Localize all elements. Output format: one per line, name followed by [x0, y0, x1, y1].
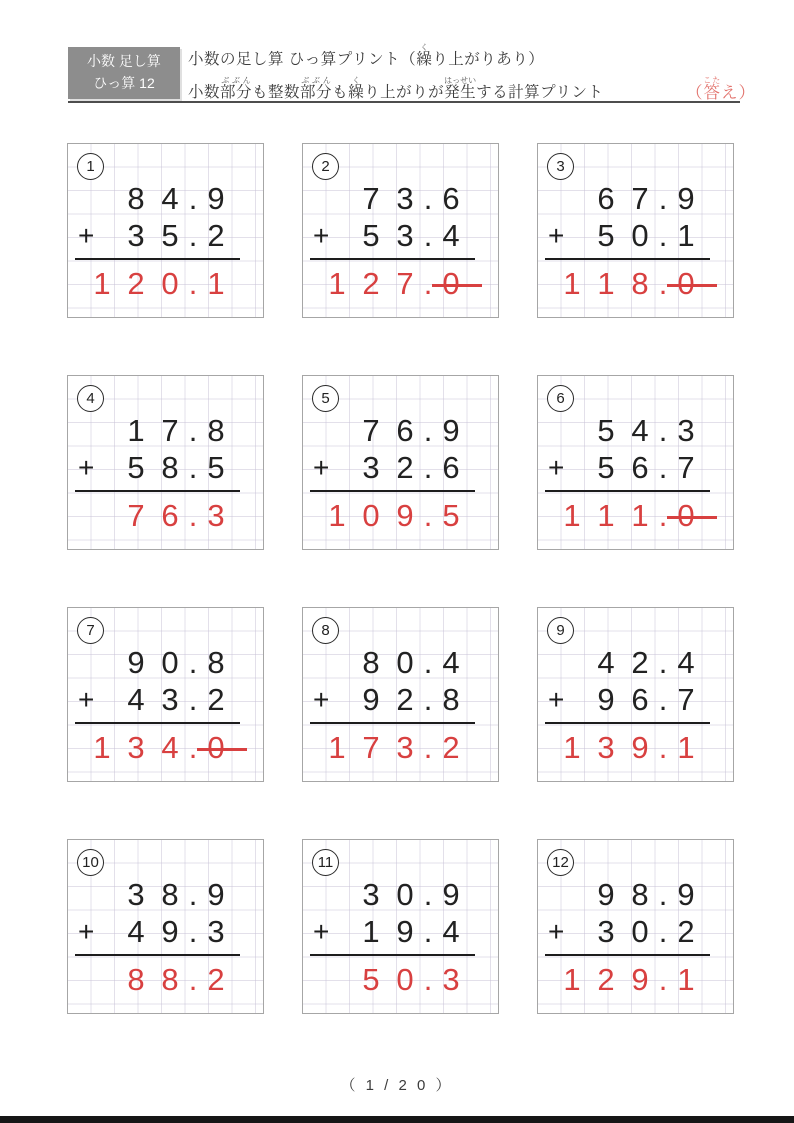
digit: 0: [161, 645, 179, 680]
column-addition-work: [313, 180, 468, 301]
problem-number-badge: 2: [312, 153, 339, 180]
decimal-point: .: [658, 877, 668, 912]
decimal-point: .: [423, 730, 433, 765]
decimal-point: .: [423, 914, 433, 949]
column-addition-work: [78, 412, 233, 533]
plus-icon: +: [548, 916, 565, 947]
digit: 5: [207, 450, 225, 485]
digit: 6: [442, 181, 460, 216]
page-indicator: （ 1 / 2 0 ）: [340, 1077, 454, 1094]
problem-number-badge: 9: [547, 617, 574, 644]
digit: 3: [127, 218, 145, 253]
addend-top: [552, 644, 703, 678]
plus-icon: +: [548, 452, 565, 483]
ruby-annotated-text: 部分ぶぶん: [220, 76, 253, 101]
digit: 4: [442, 914, 460, 949]
problem-number-badge: 11: [312, 849, 339, 876]
digit: 6: [161, 498, 179, 533]
problem-number-badge: 1: [77, 153, 104, 180]
decimal-point: .: [423, 450, 433, 485]
digit: 2: [597, 962, 615, 997]
problem-cell: [537, 839, 734, 1014]
column-addition-work: [548, 876, 703, 997]
digit: 1: [677, 218, 695, 253]
digit: 0: [631, 218, 649, 253]
decimal-point: .: [658, 914, 668, 949]
digit: 1: [207, 266, 225, 301]
sum-line: [545, 258, 710, 260]
digit: 1: [127, 413, 145, 448]
problem-cell: [302, 375, 499, 550]
badge-line-1: 小数 足し算: [87, 53, 161, 70]
digit: 4: [597, 645, 615, 680]
digit: 5: [362, 218, 380, 253]
digit: 1: [328, 730, 346, 765]
problem-number-badge: 4: [77, 385, 104, 412]
problem-cell: [537, 143, 734, 318]
sum-line: [75, 258, 240, 260]
digit: 2: [362, 266, 380, 301]
addend-top: [552, 412, 703, 446]
digit: 8: [631, 266, 649, 301]
addend-top: [317, 644, 468, 678]
digit: 2: [442, 730, 460, 765]
addend-top: [317, 876, 468, 910]
plus-icon: +: [313, 452, 330, 483]
digit: 7: [362, 181, 380, 216]
sum-line: [75, 722, 240, 724]
digit: 4: [161, 730, 179, 765]
column-addition-work: [313, 644, 468, 765]
digit: 0: [396, 962, 414, 997]
addend-bottom: [78, 913, 233, 949]
digit: 8: [161, 450, 179, 485]
column-addition-work: [548, 644, 703, 765]
addend-bottom: [548, 913, 703, 949]
digit: 2: [207, 682, 225, 717]
decimal-point: .: [423, 682, 433, 717]
answer-row: [552, 961, 703, 995]
column-addition-work: [313, 876, 468, 997]
decimal-point: .: [188, 498, 198, 533]
digit: 7: [631, 181, 649, 216]
decimal-point: .: [658, 218, 668, 253]
decimal-point: .: [188, 877, 198, 912]
decimal-point: .: [423, 498, 433, 533]
digit: 3: [396, 730, 414, 765]
problem-cell: [302, 143, 499, 318]
digit: 8: [161, 877, 179, 912]
digit: 1: [93, 266, 111, 301]
digit: 6: [442, 450, 460, 485]
ruby-annotated-text: 繰く: [348, 76, 365, 101]
digit: 9: [442, 413, 460, 448]
digit: 9: [161, 914, 179, 949]
answer-row: [552, 729, 703, 763]
digit: 1: [563, 498, 581, 533]
digit: 7: [362, 413, 380, 448]
addend-top: [552, 180, 703, 214]
digit: 3: [127, 730, 145, 765]
decimal-point: .: [423, 877, 433, 912]
digit: 4: [127, 914, 145, 949]
digit: 1: [631, 498, 649, 533]
digit: 0: [161, 266, 179, 301]
digit: 3: [442, 962, 460, 997]
decimal-point: .: [188, 181, 198, 216]
worksheet-header: [68, 43, 756, 103]
addend-bottom: [78, 449, 233, 485]
digit: 2: [207, 962, 225, 997]
answer-row: [82, 265, 233, 299]
digit: 9: [677, 181, 695, 216]
decimal-point: .: [188, 730, 198, 765]
plus-icon: +: [548, 220, 565, 251]
digit: 1: [362, 914, 380, 949]
digit: 0: [362, 498, 380, 533]
column-addition-work: [548, 180, 703, 301]
digit: 6: [597, 181, 615, 216]
digit: 3: [362, 877, 380, 912]
digit: 1: [563, 266, 581, 301]
answer-row: [82, 729, 233, 763]
addend-top: [82, 180, 233, 214]
decimal-point: .: [658, 682, 668, 717]
digit: 5: [362, 962, 380, 997]
digit: 2: [127, 266, 145, 301]
digit: 9: [396, 498, 414, 533]
worksheet-title: 小数の足し算 ひっ算プリント（ 繰く り上がりあり）: [188, 43, 545, 68]
digit: 9: [207, 181, 225, 216]
problem-number-badge: 5: [312, 385, 339, 412]
plus-icon: +: [78, 684, 95, 715]
digit: 7: [677, 682, 695, 717]
sum-line: [310, 954, 475, 956]
addend-top: [552, 876, 703, 910]
decimal-point: .: [188, 450, 198, 485]
digit: 1: [563, 962, 581, 997]
column-addition-work: [78, 180, 233, 301]
digit: 3: [207, 914, 225, 949]
decimal-point: .: [423, 218, 433, 253]
problem-number-badge: 8: [312, 617, 339, 644]
digit: 6: [396, 413, 414, 448]
answer-row: [82, 497, 233, 531]
decimal-point: .: [423, 962, 433, 997]
plus-icon: +: [313, 220, 330, 251]
answer-row: [317, 729, 468, 763]
answer-row: [317, 265, 468, 299]
sum-line: [75, 954, 240, 956]
worksheet-subtitle: 小数 部分ぶぶん も整数 部分ぶぶん も 繰く り上がりが 発生はっせい する計算プリント: [188, 76, 604, 101]
struck-trailing-zero: 0: [434, 268, 468, 299]
sum-line: [545, 722, 710, 724]
decimal-point: .: [423, 266, 433, 301]
decimal-point: .: [188, 962, 198, 997]
digit: 8: [127, 962, 145, 997]
decimal-point: .: [188, 914, 198, 949]
digit: 1: [563, 730, 581, 765]
sum-line: [545, 954, 710, 956]
digit: 0: [396, 877, 414, 912]
answer-sheet-label: （答こたえ）: [686, 76, 756, 102]
sum-line: [75, 490, 240, 492]
problem-cell: [67, 607, 264, 782]
addend-bottom: [313, 913, 468, 949]
addend-top: [317, 412, 468, 446]
problem-cell: [302, 607, 499, 782]
sum-line: [310, 722, 475, 724]
problem-number-badge: 6: [547, 385, 574, 412]
digit: 3: [362, 450, 380, 485]
ruby-annotated-text: 答こた: [703, 76, 722, 102]
problem-cell: [537, 375, 734, 550]
digit: 8: [127, 181, 145, 216]
column-addition-work: [548, 412, 703, 533]
addend-bottom: [548, 681, 703, 717]
problem-number-badge: 10: [77, 849, 104, 876]
addend-top: [82, 412, 233, 446]
plus-icon: +: [78, 220, 95, 251]
decimal-point: .: [188, 645, 198, 680]
digit: 3: [161, 682, 179, 717]
digit: 3: [597, 730, 615, 765]
problem-cell: [67, 143, 264, 318]
decimal-point: .: [658, 730, 668, 765]
digit: 3: [207, 498, 225, 533]
column-addition-work: [78, 644, 233, 765]
answer-row: [552, 497, 703, 531]
decimal-point: .: [423, 181, 433, 216]
problem-cell: [67, 839, 264, 1014]
digit: 9: [127, 645, 145, 680]
digit: 4: [161, 181, 179, 216]
problem-cell: [302, 839, 499, 1014]
decimal-point: .: [188, 413, 198, 448]
plus-icon: +: [78, 916, 95, 947]
answer-row: [82, 961, 233, 995]
digit: 1: [677, 730, 695, 765]
digit: 4: [442, 218, 460, 253]
digit: 7: [127, 498, 145, 533]
digit: 1: [93, 730, 111, 765]
digit: 0: [631, 914, 649, 949]
plus-icon: +: [548, 684, 565, 715]
digit: 9: [396, 914, 414, 949]
digit: 2: [396, 450, 414, 485]
digit: 8: [631, 877, 649, 912]
sum-line: [545, 490, 710, 492]
digit: 4: [677, 645, 695, 680]
decimal-point: .: [658, 450, 668, 485]
worksheet-badge: [68, 47, 180, 99]
digit: 7: [677, 450, 695, 485]
addend-bottom: [313, 217, 468, 253]
sum-line: [310, 258, 475, 260]
digit: 7: [161, 413, 179, 448]
digit: 6: [631, 682, 649, 717]
digit: 3: [396, 218, 414, 253]
addend-bottom: [313, 449, 468, 485]
digit: 5: [442, 498, 460, 533]
addend-top: [317, 180, 468, 214]
answer-row: [552, 265, 703, 299]
digit: 8: [207, 645, 225, 680]
decimal-point: .: [188, 266, 198, 301]
digit: 7: [396, 266, 414, 301]
sum-line: [310, 490, 475, 492]
decimal-point: .: [658, 962, 668, 997]
problem-cell: [67, 375, 264, 550]
addend-bottom: [548, 217, 703, 253]
digit: 1: [328, 498, 346, 533]
badge-line-2: ひっ算 12: [93, 75, 155, 91]
digit: 8: [207, 413, 225, 448]
problem-cell: [537, 607, 734, 782]
digit: 8: [442, 682, 460, 717]
digit: 9: [362, 682, 380, 717]
digit: 9: [597, 877, 615, 912]
digit: 1: [677, 962, 695, 997]
digit: 8: [362, 645, 380, 680]
digit: 5: [597, 218, 615, 253]
digit: 5: [127, 450, 145, 485]
digit: 3: [677, 413, 695, 448]
digit: 5: [597, 450, 615, 485]
decimal-point: .: [188, 682, 198, 717]
answer-row: [317, 497, 468, 531]
digit: 2: [207, 218, 225, 253]
decimal-point: .: [658, 181, 668, 216]
digit: 8: [161, 962, 179, 997]
struck-trailing-zero: 0: [669, 500, 703, 531]
digit: 4: [442, 645, 460, 680]
plus-icon: +: [78, 452, 95, 483]
decimal-point: .: [658, 498, 668, 533]
column-addition-work: [78, 876, 233, 997]
ruby-annotated-text: 発生はっせい: [444, 76, 477, 101]
digit: 2: [396, 682, 414, 717]
digit: 9: [677, 877, 695, 912]
decimal-point: .: [658, 413, 668, 448]
digit: 1: [597, 498, 615, 533]
decimal-point: .: [658, 266, 668, 301]
digit: 9: [631, 962, 649, 997]
digit: 1: [328, 266, 346, 301]
worksheet-titles: [188, 36, 658, 102]
ruby-annotated-text: 部分ぶぶん: [300, 76, 333, 101]
decimal-point: .: [658, 645, 668, 680]
addend-bottom: [313, 681, 468, 717]
decimal-point: .: [423, 645, 433, 680]
digit: 3: [127, 877, 145, 912]
addend-bottom: [78, 681, 233, 717]
problems-grid: [67, 143, 734, 1014]
page-bottom-edge: [0, 1116, 794, 1123]
plus-icon: +: [313, 916, 330, 947]
column-addition-work: [313, 412, 468, 533]
addend-top: [82, 644, 233, 678]
addend-bottom: [548, 449, 703, 485]
digit: 5: [161, 218, 179, 253]
digit: 9: [442, 877, 460, 912]
digit: 9: [207, 877, 225, 912]
problem-number-badge: 7: [77, 617, 104, 644]
struck-trailing-zero: 0: [669, 268, 703, 299]
digit: 5: [597, 413, 615, 448]
digit: 4: [127, 682, 145, 717]
digit: 6: [631, 450, 649, 485]
answer-row: [317, 961, 468, 995]
decimal-point: .: [423, 413, 433, 448]
addend-top: [82, 876, 233, 910]
ruby-annotated-text: 繰く: [416, 43, 433, 68]
digit: 7: [362, 730, 380, 765]
decimal-point: .: [188, 218, 198, 253]
plus-icon: +: [313, 684, 330, 715]
digit: 9: [597, 682, 615, 717]
addend-bottom: [78, 217, 233, 253]
digit: 2: [631, 645, 649, 680]
problem-number-badge: 12: [547, 849, 574, 876]
digit: 0: [396, 645, 414, 680]
digit: 3: [597, 914, 615, 949]
digit: 4: [631, 413, 649, 448]
digit: 1: [597, 266, 615, 301]
digit: 9: [631, 730, 649, 765]
digit: 3: [396, 181, 414, 216]
struck-trailing-zero: 0: [199, 732, 233, 763]
digit: 2: [677, 914, 695, 949]
problem-number-badge: 3: [547, 153, 574, 180]
